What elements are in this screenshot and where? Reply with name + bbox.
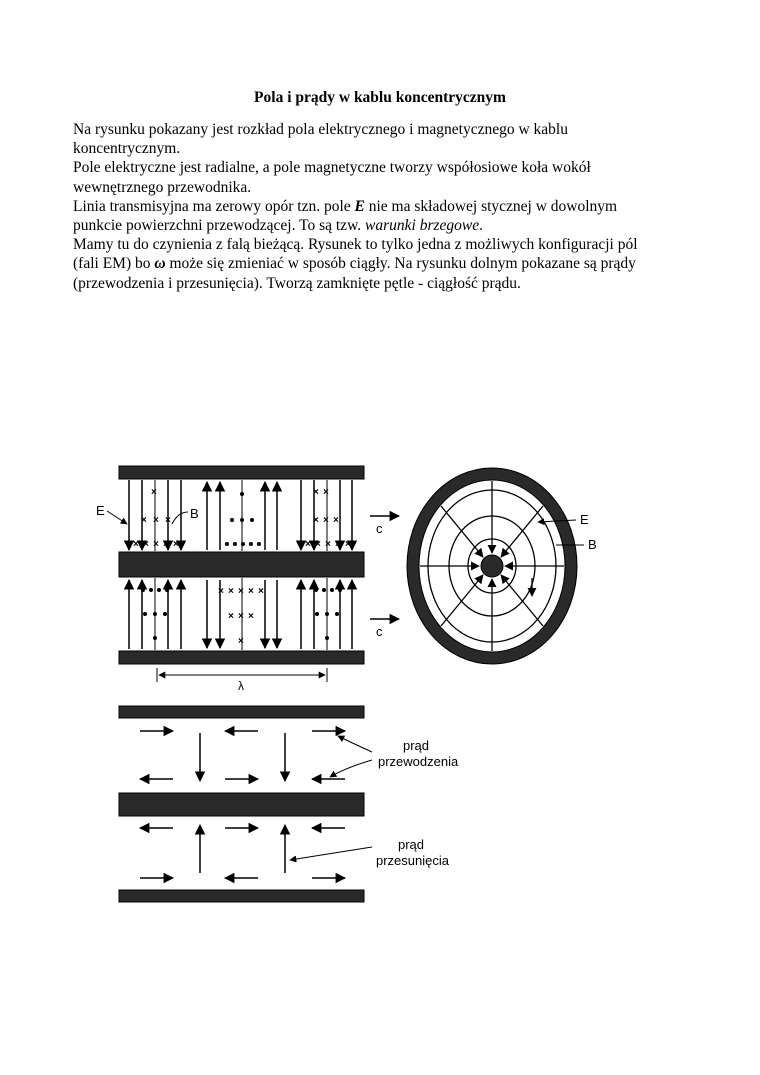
page-title: Pola i prądy w kablu koncentrycznym (254, 89, 506, 106)
currents-inner (119, 793, 364, 816)
text-line: koncentrycznym. (73, 140, 181, 158)
svg-text:×: × (238, 586, 244, 597)
label-c-bottom: c (376, 624, 383, 639)
text-line: (fali EM) bo ω może się zmieniać w sposób ciągły. Na rysunku dolnym pokazane są prądy (73, 255, 636, 273)
conduction-label-pointer-2 (330, 760, 372, 777)
label-e-right: E (580, 512, 589, 527)
svg-text:×: × (313, 515, 319, 526)
text-line: punkcie powierzchni przewodzącej. To są tzw. warunki brzegowe. (73, 217, 483, 235)
currents-outer-top (119, 706, 364, 718)
svg-text:×: × (143, 539, 149, 550)
symbol-E: E (354, 197, 365, 215)
svg-text:×: × (165, 515, 171, 526)
label-e-left: E (96, 503, 105, 518)
svg-text:×: × (218, 586, 224, 597)
svg-text:×: × (248, 586, 254, 597)
svg-text:×: × (313, 487, 319, 498)
svg-text:×: × (163, 539, 169, 550)
text-line: Linia transmisyjna ma zerowy opór tzn. pole E nie ma składowej stycznej w dowolnym (73, 197, 618, 215)
svg-text:×: × (238, 611, 244, 622)
displacement-label-pointer (290, 847, 372, 860)
label-conduction-current-2: przewodzenia (378, 754, 459, 769)
svg-text:×: × (133, 539, 139, 550)
longitudinal-section (96, 466, 399, 693)
text-line: (przewodzenia i przesunięcia). Tworzą zamknięte pętle - ciągłość prądu. (73, 274, 521, 292)
svg-text:×: × (325, 539, 331, 550)
label-conduction-current-1: prąd (403, 738, 430, 753)
label-e-left-pointer (107, 511, 127, 524)
label-lambda: λ (238, 679, 244, 693)
svg-text:×: × (248, 611, 254, 622)
conduction-label-pointer-1 (338, 736, 372, 752)
currents-diagram (119, 706, 459, 902)
label-b-left: B (190, 506, 199, 521)
text-line: Na rysunku pokazany jest rozkład pola elektrycznego i magnetycznego w kablu (73, 121, 568, 138)
svg-text:×: × (153, 515, 159, 526)
text-line: Pole elektryczne jest radialne, a pole magnetyczne tworzy współosiowe koła wokół (73, 159, 591, 177)
text-line: Mamy tu do czynienia z falą bieżącą. Rysunek to tylko jedna z możliwych konfiguracji pól (73, 236, 638, 254)
label-displacement-current-1: prąd (398, 837, 425, 852)
svg-text:×: × (258, 586, 264, 597)
svg-text:×: × (323, 487, 329, 498)
svg-text:×: × (228, 586, 234, 597)
svg-text:×: × (228, 611, 234, 622)
svg-text:×: × (141, 515, 147, 526)
cross-section (407, 468, 597, 664)
svg-text:×: × (238, 636, 244, 647)
svg-text:×: × (323, 515, 329, 526)
svg-text:×: × (151, 487, 157, 498)
svg-text:×: × (173, 539, 179, 550)
term-boundary-conditions: warunki brzegowe (365, 217, 480, 235)
outer-conductor-bottom (119, 651, 364, 664)
text-line: wewnętrznego przewodnika. (73, 178, 252, 196)
inner-conductor (119, 552, 364, 577)
svg-text:×: × (333, 515, 339, 526)
svg-text:×: × (315, 539, 321, 550)
currents-outer-bottom (119, 890, 364, 902)
symbol-omega: ω (154, 255, 166, 273)
label-b-left-pointer (172, 512, 188, 524)
outer-conductor-top (119, 466, 364, 479)
svg-text:×: × (153, 539, 159, 550)
label-c-top: c (376, 521, 383, 536)
label-displacement-current-2: przesunięcia (376, 853, 449, 868)
inner-conductor-core (481, 555, 503, 577)
label-b-right: B (588, 537, 597, 552)
wavelength-marker (157, 668, 327, 693)
svg-text:×: × (335, 539, 341, 550)
svg-text:×: × (345, 539, 351, 550)
svg-text:×: × (305, 539, 311, 550)
